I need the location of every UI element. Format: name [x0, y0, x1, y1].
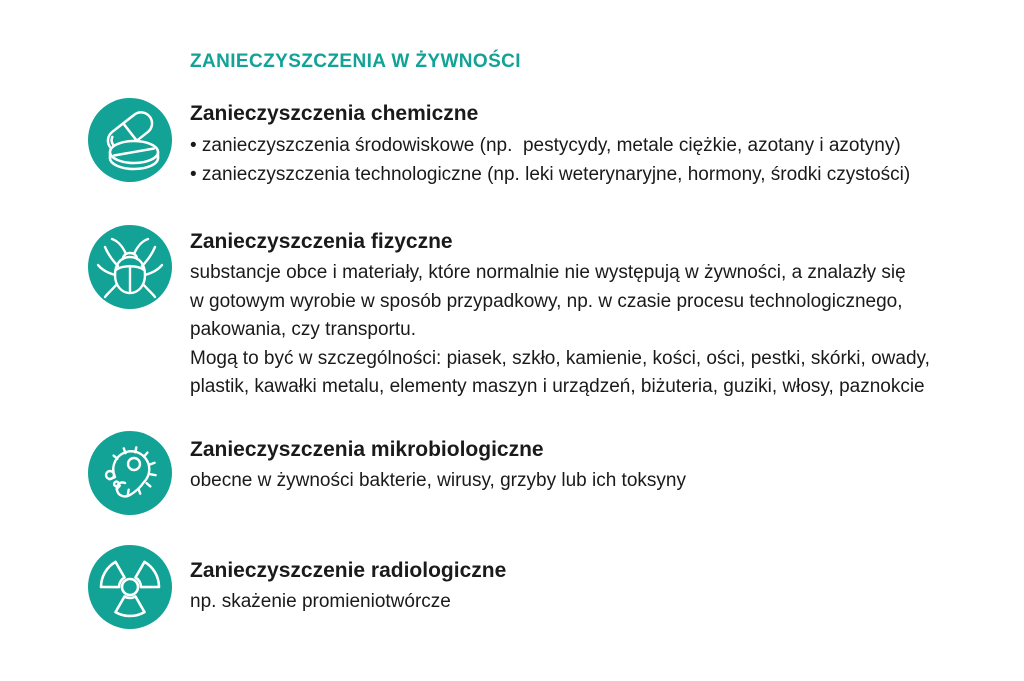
pills-icon	[88, 98, 172, 182]
bullet-line: • zanieczyszczenia technologiczne (np. leki weterynaryjne, hormony, środki czystości)	[190, 164, 911, 185]
microbe-icon	[88, 431, 172, 515]
bullet-line: • zanieczyszczenia środowiskowe (np. pestycydy, metale ciężkie, azotany i azotyny)	[190, 135, 901, 156]
body-line: plastik, kawałki metalu, elementy maszyn i urządzeń, biżuteria, guziki, włosy, paznokcie	[190, 376, 925, 397]
body-line: substancje obce i materiały, które normalnie nie występują w żywności, a znalazły się	[190, 262, 906, 283]
section-radiological	[190, 558, 506, 617]
page-title: ZANIECZYSZCZENIA W ŻYWNOŚCI	[190, 51, 521, 72]
section-heading: Zanieczyszczenia fizyczne	[190, 230, 453, 253]
section-chemical	[190, 101, 910, 189]
section-heading: Zanieczyszczenia chemiczne	[190, 102, 479, 125]
section-heading: Zanieczyszczenia mikrobiologiczne	[190, 438, 544, 461]
beetle-icon	[88, 225, 172, 309]
radiation-icon	[88, 545, 172, 629]
body-line: w gotowym wyrobie w sposób przypadkowy, np. w czasie procesu technologicznego,	[190, 290, 903, 312]
section-microbiological	[190, 437, 686, 496]
section-physical	[190, 229, 930, 402]
body-line: pakowania, czy transportu.	[190, 319, 417, 340]
body-line: Mogą to być w szczególności: piasek, szkło, kamienie, kości, ości, pestki, skórki, owady,	[190, 347, 930, 369]
body-line: np. skażenie promieniotwórcze	[190, 591, 451, 612]
body-line: obecne w żywności bakterie, wirusy, grzyby lub ich toksyny	[190, 470, 686, 491]
section-heading: Zanieczyszczenie radiologiczne	[190, 559, 507, 582]
